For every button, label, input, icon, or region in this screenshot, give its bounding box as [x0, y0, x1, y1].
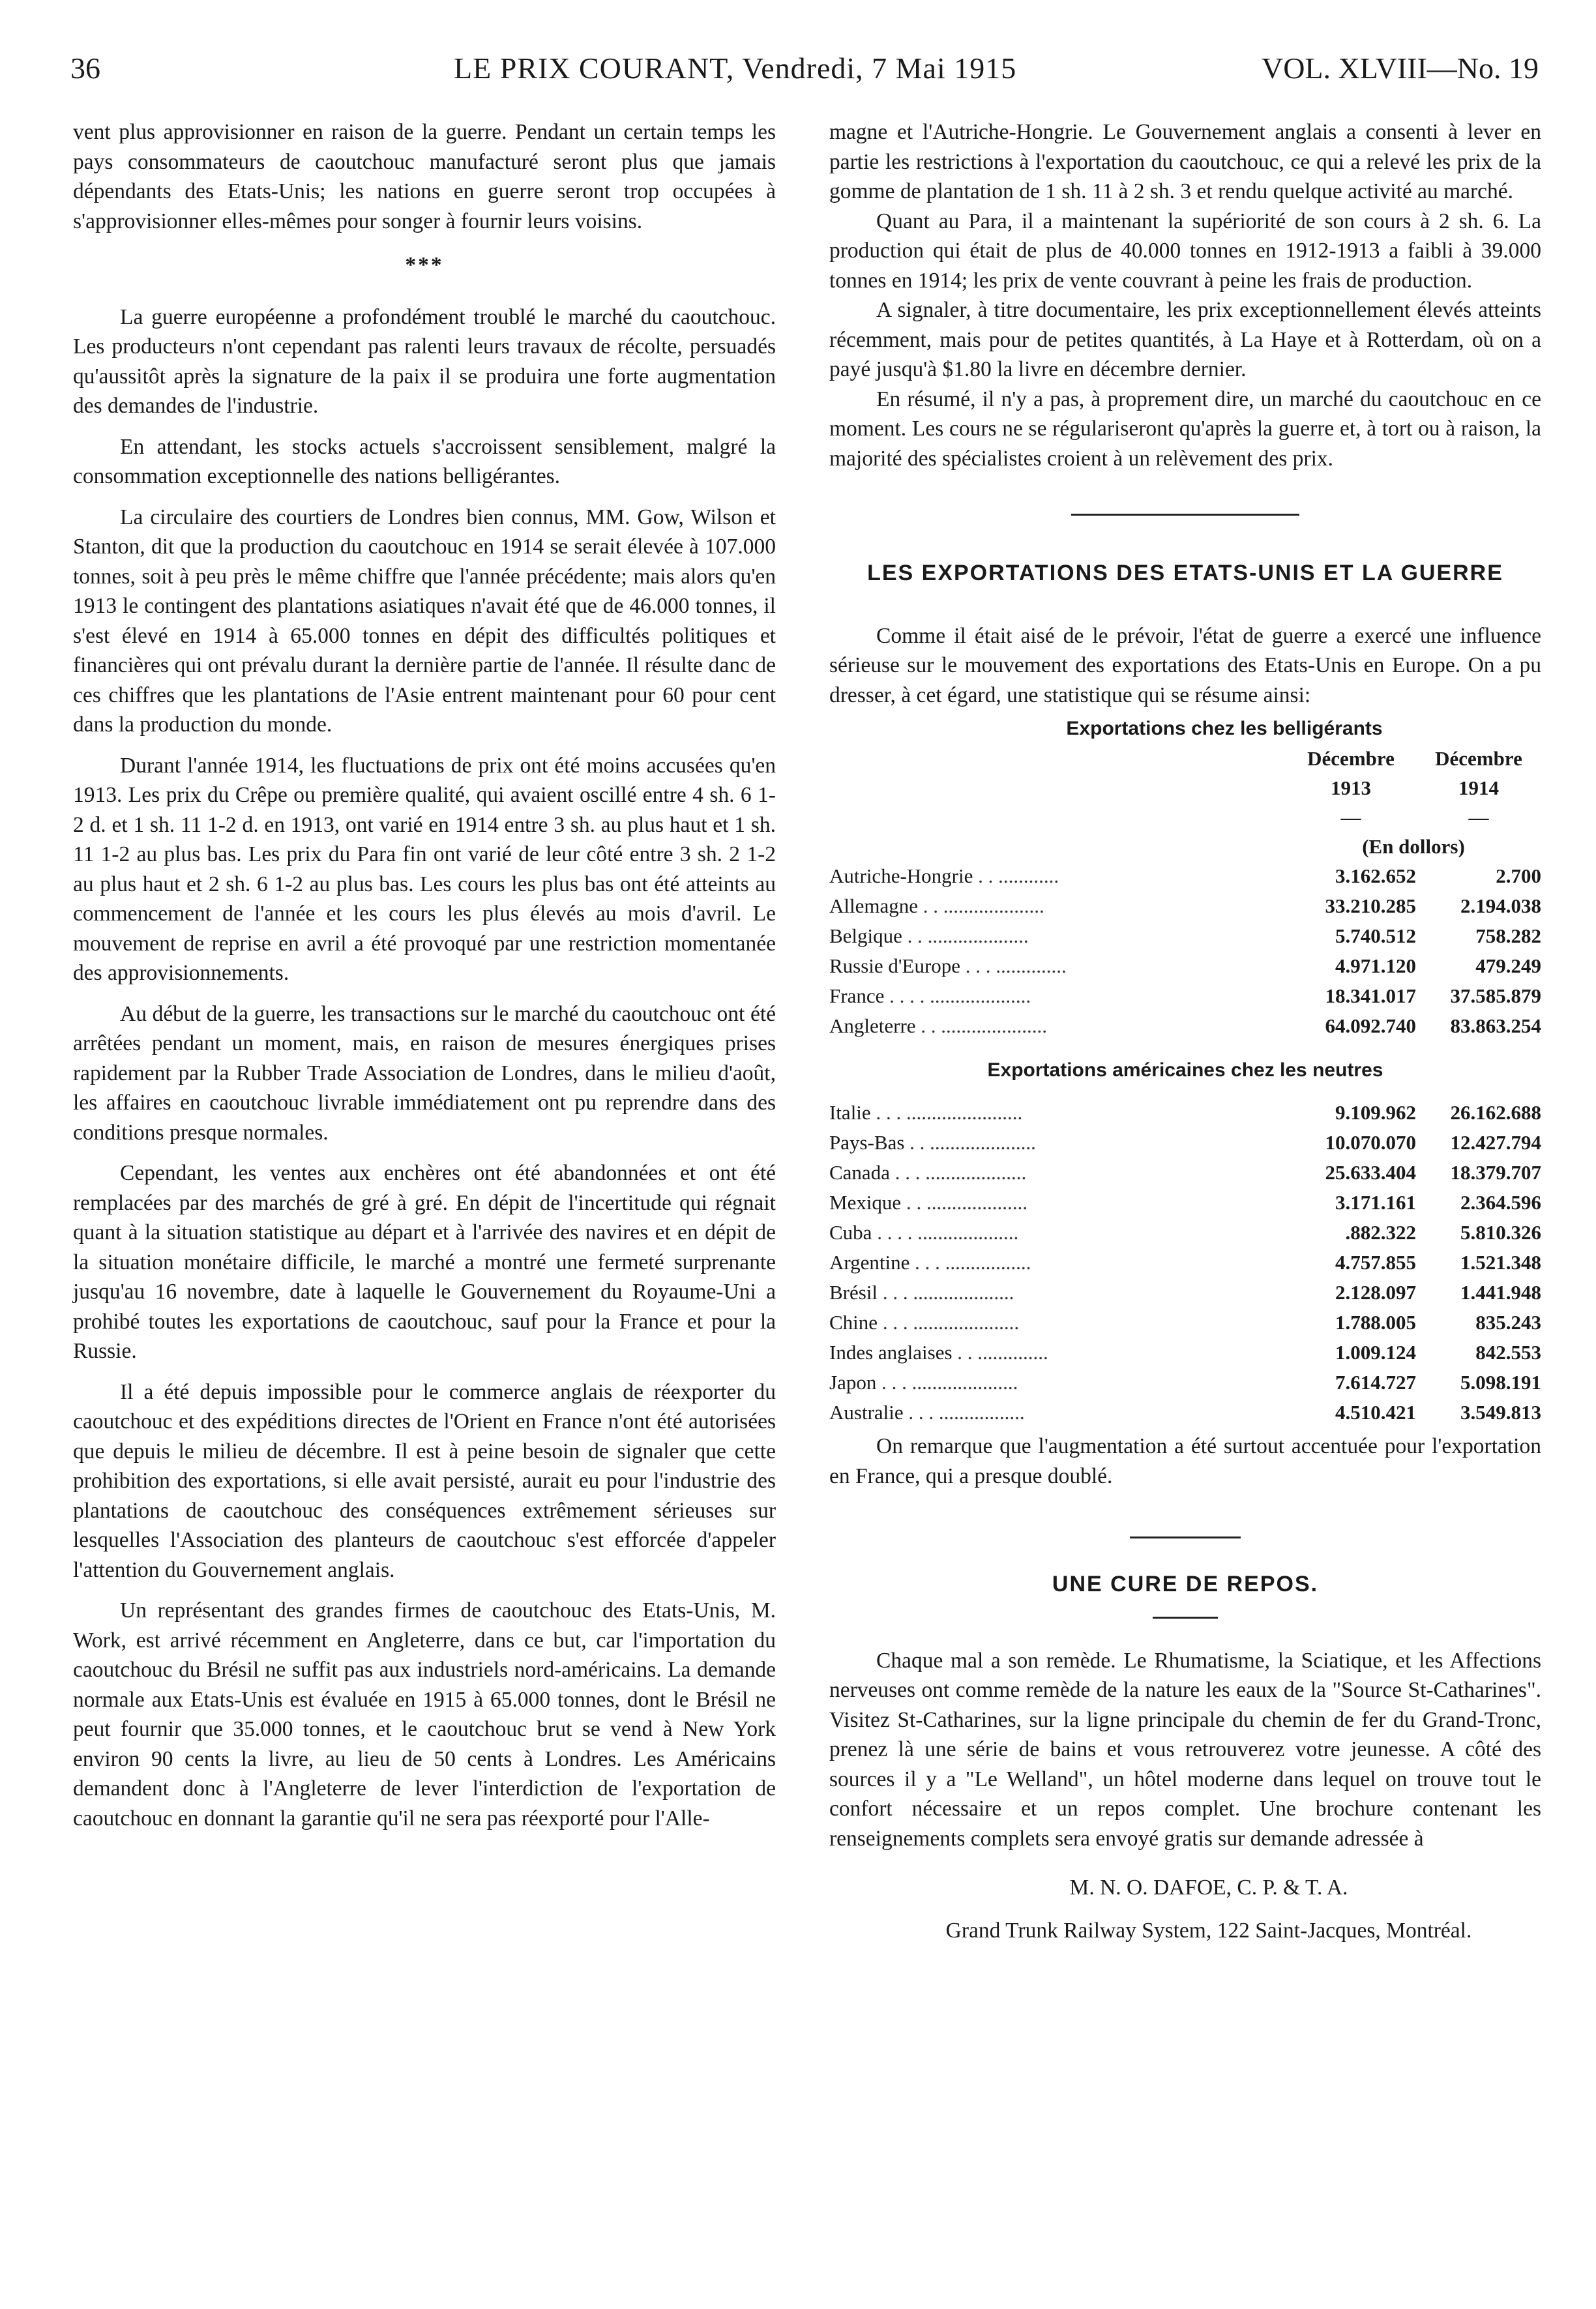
country-cell: [829, 1368, 1286, 1398]
value-1914: 2.194.038: [1460, 894, 1541, 917]
table-row: [829, 1278, 1541, 1308]
value-1914: 5.810.326: [1460, 1221, 1541, 1244]
country-name: Chine: [829, 1311, 878, 1334]
dot-leader: . . . .................: [903, 1401, 1025, 1424]
country-name: Italie: [829, 1101, 871, 1124]
belligerents-table-title: Exportations chez les belligérants: [1066, 718, 1383, 739]
table-row: [829, 981, 1541, 1011]
value-1913: 25.633.404: [1325, 1161, 1416, 1184]
page-header: [70, 51, 1539, 96]
paragraph: Comme il était aisé de le prévoir, l'état de guerre a exercé une influence sérieuse sur le mouvement des exportations des Etats-Unis en Europe. On a pu dresser, à cet égard, une statistique qui se résume ainsi:: [829, 623, 1541, 707]
value-1913: 10.070.070: [1325, 1131, 1416, 1154]
country-cell: [829, 951, 1286, 981]
paragraph: Au début de la guerre, les transactions sur le marché du caoutchouc ont été arrêtées pendant un moment, mais, en raison de mesures énergiques prises rapidement par la Rubber Trade Association de Londres, dans le milieu d'août, les affaires en caoutchouc livrable immédiatement ont pu reprendre dans des conditions presque normales.: [73, 1001, 776, 1145]
country-cell: [829, 1308, 1286, 1338]
column-header-1914-line1: Décembre: [1435, 746, 1522, 770]
left-column: [73, 117, 776, 1833]
paragraph: En résumé, il n'y a pas, à proprement dire, un marché du caoutchouc en ce moment. Les cours ne se régulariseront qu'après la guerre et, à tort ou à raison, la majorité des spécialistes croient à un relèvement des prix.: [829, 387, 1541, 471]
paragraph: A signaler, à titre documentaire, les prix exceptionnellement élevés atteints récemment, mais pour de petites quantités, à La Haye et à Rotterdam, où on a payé jusqu'à $1.80 la livre en décembre dernier.: [829, 298, 1541, 381]
value-1913: 5.740.512: [1335, 924, 1416, 947]
table-row: [829, 951, 1541, 981]
table-row: [829, 1398, 1541, 1428]
country-name: Argentine: [829, 1251, 910, 1274]
value-1913: 3.162.652: [1335, 864, 1416, 887]
paragraph: La guerre européenne a profondément troublé le marché du caoutchouc. Les producteurs n'ont cependant pas ralenti leurs travaux de récolte, persuadés qu'aussitôt après la signature de la paix il se produira une forte augmentation des demandes de l'industrie.: [73, 304, 776, 418]
table-row: [829, 1128, 1541, 1158]
country-cell: [829, 1011, 1286, 1041]
cure-heading: UNE CURE DE REPOS.: [1052, 1572, 1319, 1596]
dot-leader: . . ....................: [918, 894, 1044, 917]
country-cell: [829, 861, 1286, 891]
table-row: [829, 1188, 1541, 1218]
column-header-1913-line2: 1913: [1331, 776, 1371, 799]
value-1914: 1.441.948: [1460, 1281, 1541, 1304]
paragraph: vent plus approvisionner en raison de la guerre. Pendant un certain temps les pays consommateurs de caoutchouc manufacturé seront plus que jamais dépendants des Etats-Unis; les nations en guerre seront trop occupées à s'approvisionner elles-mêmes pour songer à fournir leurs voisins.: [73, 120, 776, 233]
belligerents-table: [829, 861, 1541, 1041]
country-cell: [829, 1278, 1286, 1308]
dot-leader: . . ..............: [952, 1341, 1048, 1364]
value-1914: 758.282: [1475, 924, 1541, 947]
dot-leader: . . . . ....................: [884, 984, 1031, 1007]
table-header: [829, 744, 1541, 861]
unit-label: (En dollors): [1362, 834, 1465, 858]
value-1914: 3.549.813: [1460, 1401, 1541, 1424]
paragraph: La circulaire des courtiers de Londres bien connus, MM. Gow, Wilson et Stanton, dit que la production du caoutchouc en 1914 se serait élevée à 107.000 tonnes, soit à peu près le même chiffre que l'année précédente; mais alors qu'en 1913 le contingent des plantations asiatiques n'avait été que de 46.000 tonnes, il s'est élevé en 1914 à 65.000 tonnes en dépit des difficultés politiques et financières qui ont prévalu durant la dernière partie de l'année. Il résulte danc de ces chiffres que les plantations de l'Asie entrent maintenant pour 60 pour cent dans la production du monde.: [73, 505, 776, 737]
value-1913: 9.109.962: [1335, 1101, 1416, 1124]
country-cell: [829, 921, 1286, 951]
table-row: [829, 1011, 1541, 1041]
table-row: [829, 921, 1541, 951]
value-1913: 2.128.097: [1335, 1281, 1416, 1304]
country-name: Pays-Bas: [829, 1131, 905, 1154]
table-row: [829, 1308, 1541, 1338]
country-name: Canada: [829, 1161, 890, 1184]
country-name: Allemagne: [829, 894, 919, 917]
paragraph: Quant au Para, il a maintenant la supériorité de son cours à 2 sh. 6. La production qui était de plus de 40.000 tonnes en 1912-1913 a faibli à 39.000 tonnes en 1914; les prix de vente couvrant à peine les frais de production.: [829, 209, 1541, 293]
paragraph: magne et l'Autriche-Hongrie. Le Gouvernement anglais a consenti à lever en partie les restrictions à l'exportation du caoutchouc, ce qui a relevé les prix de la gomme de plantation de 1 sh. 11 à 2 sh. 3 et rendu quelque activité au marché.: [829, 120, 1541, 203]
right-column: [829, 117, 1541, 1945]
value-1914: 842.553: [1475, 1341, 1541, 1364]
country-name: France: [829, 984, 885, 1007]
dot-leader: . . . .................: [909, 1251, 1031, 1274]
dot-leader: . . . .......................: [870, 1101, 1023, 1124]
column-dash: —: [1340, 805, 1361, 829]
country-cell: [829, 1098, 1286, 1128]
dot-leader: . . . ....................: [878, 1281, 1014, 1304]
country-name: Mexique: [829, 1191, 902, 1214]
dot-leader: . . .....................: [904, 1131, 1036, 1154]
paragraph: Chaque mal a son remède. Le Rhumatisme, la Sciatique, et les Affections nerveuses ont comme remède de la nature les eaux de la "Source St-Catharines". Visitez St-Catharines, sur la ligne principale du chemin de fer du Grand-Tronc, prenez là une série de bains et vous retrouverez votre jeunesse. A côté des sources il y a "Le Welland", un hôtel moderne dans lequel on trouve tout le confort nécessaire et un repos complet. Une brochure contenant les renseignements complets sera envoyé gratis sur demande adressée à: [829, 1648, 1541, 1851]
country-name: Cuba: [829, 1221, 872, 1244]
country-name: Belgique: [829, 924, 902, 947]
dot-leader: . . . .....................: [878, 1311, 1020, 1334]
table-row: [829, 1218, 1541, 1248]
paragraph: En attendant, les stocks actuels s'accroissent sensiblement, malgré la consommation exceptionnelle des nations belligérantes.: [73, 434, 776, 488]
neutrals-table: [829, 1098, 1541, 1428]
table-row: [829, 891, 1541, 921]
value-1914: 5.098.191: [1460, 1371, 1541, 1394]
divider: [1071, 514, 1299, 516]
value-1914: 18.379.707: [1450, 1161, 1541, 1184]
country-cell: [829, 1128, 1286, 1158]
neutrals-table-title: Exportations américaines chez les neutres: [987, 1059, 1383, 1081]
value-1913: 18.341.017: [1325, 984, 1416, 1007]
volume-number: VOL. XLVIII—No. 19: [1261, 51, 1539, 85]
table-row: [829, 1338, 1541, 1368]
value-1913: 7.614.727: [1335, 1371, 1416, 1394]
table-row: [829, 1098, 1541, 1128]
dot-leader: . . .....................: [915, 1014, 1048, 1037]
paragraph: Durant l'année 1914, les fluctuations de prix ont été moins accusées qu'en 1913. Les prix du Crêpe ou première qualité, qui avaient oscillé entre 4 sh. 6 1-2 d. et 1 sh. 11 1-2 d. en 1913, ont varié en 1914 entre 3 sh. au plus haut et 1 sh. 11 1-2 au plus bas. Les prix du Para fin ont varié de leur côté entre 3 sh. 2 1-2 au plus haut et 2 sh. 6 1-2 au plus bas. Les cours les plus bas ont été atteints au commencement de l'année et les cours les plus élevés au mois d'avril. Le mouvement de reprise en avril a été provoqué par une restriction momentanée des approvisionnements.: [73, 753, 776, 985]
value-1913: 4.971.120: [1335, 954, 1416, 977]
exports-heading: LES EXPORTATIONS DES ETATS-UNIS ET LA GUERRE: [867, 561, 1503, 585]
value-1914: 12.427.794: [1450, 1131, 1541, 1154]
dot-leader: . . . .....................: [876, 1371, 1018, 1394]
table-row: [829, 861, 1541, 891]
page-number: 36: [70, 51, 100, 85]
country-cell: [829, 1398, 1286, 1428]
country-name: Australie: [829, 1401, 904, 1424]
country-cell: [829, 891, 1286, 921]
value-1913: 1.009.124: [1335, 1341, 1416, 1364]
value-1914: 479.249: [1475, 954, 1541, 977]
country-cell: [829, 1188, 1286, 1218]
value-1913: 4.510.421: [1335, 1401, 1416, 1424]
country-name: Angleterre: [829, 1014, 916, 1037]
table-row: [829, 1368, 1541, 1398]
country-cell: [829, 1158, 1286, 1188]
country-name: Japon: [829, 1371, 877, 1394]
section-separator: ***: [405, 253, 444, 277]
value-1913: 64.092.740: [1325, 1014, 1416, 1037]
dot-leader: . . . ..............: [960, 954, 1067, 977]
value-1914: 83.863.254: [1450, 1014, 1541, 1037]
paragraph: On remarque que l'augmentation a été surtout accentuée pour l'exportation en France, qui a presque doublé.: [829, 1434, 1541, 1488]
value-1913: 3.171.161: [1335, 1191, 1416, 1214]
country-name: Brésil: [829, 1281, 878, 1304]
column-dash: —: [1468, 805, 1489, 829]
value-1913: 1.788.005: [1335, 1311, 1416, 1334]
country-name: Autriche-Hongrie: [829, 864, 973, 887]
country-cell: [829, 1338, 1286, 1368]
value-1914: 2.364.596: [1460, 1191, 1541, 1214]
country-name: Russie d'Europe: [829, 954, 961, 977]
signature: M. N. O. DAFOE, C. P. & T. A.: [1069, 1875, 1348, 1900]
country-cell: [829, 981, 1286, 1011]
value-1913: 33.210.285: [1325, 894, 1416, 917]
divider: [1130, 1537, 1241, 1538]
dot-leader: . . . . ....................: [872, 1221, 1019, 1244]
dot-leader: . . . ....................: [889, 1161, 1027, 1184]
country-cell: [829, 1218, 1286, 1248]
dot-leader: . . ............: [973, 864, 1059, 887]
country-cell: [829, 1248, 1286, 1278]
dot-leader: . . ....................: [901, 1191, 1027, 1214]
value-1913: 4.757.855: [1335, 1251, 1416, 1274]
column-header-1914-line2: 1914: [1458, 776, 1499, 799]
paragraph: Un représentant des grandes firmes de caoutchouc des Etats-Unis, M. Work, est arrivé récemment en Angleterre, dans ce but, car l'importation du caoutchouc du Brésil ne suffit pas aux industriels nord-américains. La demande normale aux Etats-Unis est évaluée en 1915 à 65.000 tonnes, dont le Brésil ne peut fournir que 35.000 tonnes, et le caoutchouc brut se vend à New York environ 90 cents la livre, au lieu de 50 cents à Londres. Les Américains demandent donc à l'Angleterre de lever l'interdiction de l'exportation de caoutchouc en donnant la garantie qu'il ne sera pas réexporté pour l'Alle-: [73, 1598, 776, 1831]
value-1914: 1.521.348: [1460, 1251, 1541, 1274]
value-1914: 37.585.879: [1450, 984, 1541, 1007]
country-name: Indes anglaises: [829, 1341, 953, 1364]
value-1914: 2.700: [1496, 864, 1541, 887]
table-row: [829, 1158, 1541, 1188]
divider: [1153, 1617, 1218, 1619]
value-1914: 26.162.688: [1450, 1101, 1541, 1124]
dot-leader: . . ....................: [902, 924, 1029, 947]
publication-title: LE PRIX COURANT, Vendredi, 7 Mai 1915: [454, 51, 1017, 85]
column-header-1913-line1: Décembre: [1307, 746, 1395, 770]
paragraph: Cependant, les ventes aux enchères ont été abandonnées et ont été remplacées par des marchés de gré à gré. En dépit de l'incertitude qui régnait quant à la situation statistique au départ et à l'arrivée des navires et en dépit de la situation monétaire difficile, le marché a montré une fermeté surprenante jusqu'au 16 novembre, date à laquelle le Gouvernement du Royaume-Uni a prohibé toutes les exportations de caoutchouc, sauf pour la France et pour la Russie.: [73, 1161, 776, 1363]
address: Grand Trunk Railway System, 122 Saint-Jacques, Montréal.: [945, 1918, 1472, 1943]
paragraph: Il a été depuis impossible pour le commerce anglais de réexporter du caoutchouc et des expéditions directes de l'Orient en France n'ont été autorisées que depuis le milieu de décembre. Il est à peine besoin de signaler que cette prohibition des exportations, si elle avait persisté, aurait eu pour l'industrie des plantations de caoutchouc des conséquences extrêmement sérieuses sur lesquelles l'Association des planteurs de caoutchouc s'est efforcée d'appeler l'attention du Gouvernement anglais.: [73, 1379, 776, 1582]
table-row: [829, 1248, 1541, 1278]
value-1914: 835.243: [1475, 1311, 1541, 1334]
value-1913: .882.322: [1345, 1221, 1416, 1244]
